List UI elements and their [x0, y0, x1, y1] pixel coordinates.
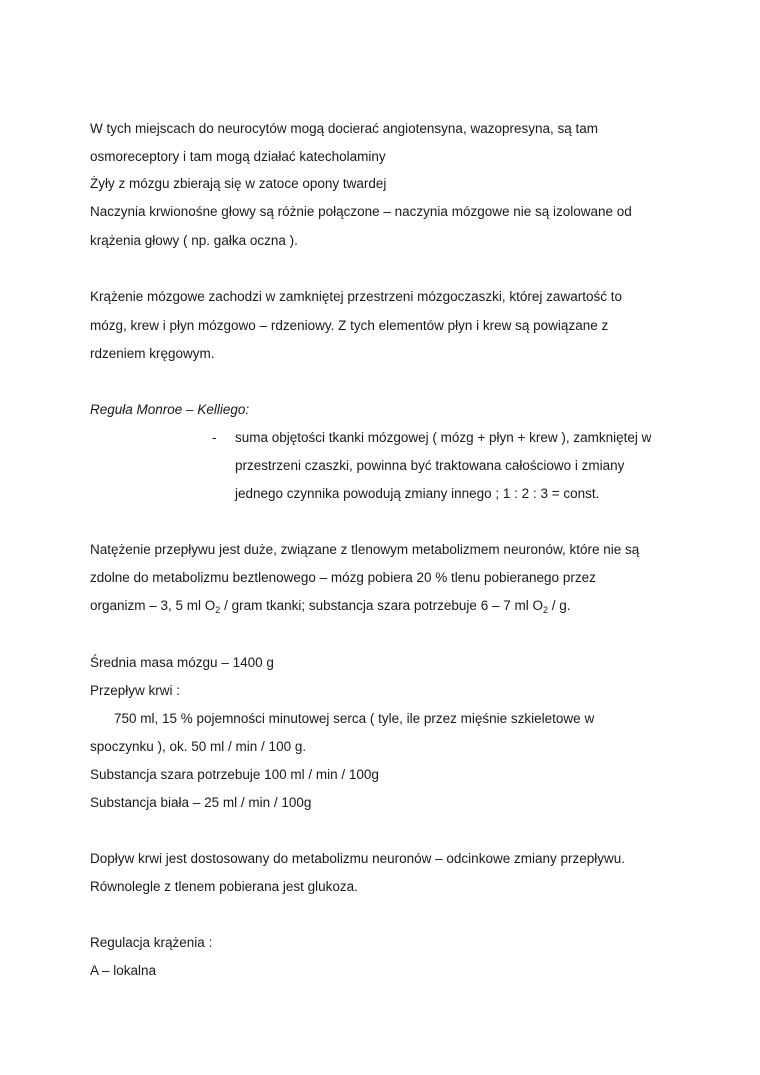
text-line: osmoreceptory i tam mogą działać katecholaminy: [90, 149, 386, 164]
subscript: 2: [542, 605, 548, 615]
text-line: Substancja szara potrzebuje 100 ml / min / 100g: [90, 767, 379, 782]
text-line: Naczynia krwionośne głowy są różnie połączone – naczynia mózgowe nie są izolowane od: [90, 204, 632, 219]
text-line: spoczynku ), ok. 50 ml / min / 100 g.: [90, 739, 307, 754]
text-segment: / gram tkanki; substancja szara potrzebuje 6 – 7 ml O: [220, 598, 543, 613]
text-line: Dopływ krwi jest dostosowany do metabolizmu neuronów – odcinkowe zmiany przepływu.: [90, 851, 625, 866]
rule-heading: Reguła Monroe – Kelliego:: [90, 402, 250, 417]
text-line: W tych miejscach do neurocytów mogą docierać angiotensyna, wazopresyna, są tam: [90, 121, 598, 136]
bullet-text-line: przestrzeni czaszki, powinna być traktowana całościowo i zmiany: [235, 458, 625, 473]
text-line: Żyły z mózgu zbierają się w zatoce opony twardej: [90, 176, 387, 191]
text-line: Równolegle z tlenem pobierana jest glukoza.: [90, 879, 358, 894]
bullet-marker: -: [212, 430, 217, 445]
text-line: Natężenie przepływu jest duże, związane z tlenowym metabolizmem neuronów, które nie są: [90, 542, 640, 557]
text-line: krążenia głowy ( np. gałka oczna ).: [90, 233, 298, 248]
text-line: Regulacja krążenia :: [90, 935, 213, 950]
text-segment: organizm – 3, 5 ml O: [90, 598, 216, 613]
text-line: A – lokalna: [90, 963, 157, 978]
bullet-text-line: suma objętości tkanki mózgowej ( mózg + płyn + krew ), zamkniętej w: [235, 430, 652, 445]
text-line-with-subscripts: [90, 597, 571, 615]
bullet-text-line: jednego czynnika powodują zmiany innego ; 1 : 2 : 3 = const.: [235, 486, 600, 501]
text-line: Przepływ krwi :: [90, 683, 181, 698]
text-line: rdzeniem kręgowym.: [90, 346, 215, 361]
indented-text-line: 750 ml, 15 % pojemności minutowej serca ( tyle, ile przez mięśnie szkieletowe w: [114, 711, 595, 726]
text-line: Średnia masa mózgu – 1400 g: [90, 655, 274, 670]
text-segment: / g.: [547, 598, 571, 613]
subscript: 2: [215, 605, 221, 615]
text-line: zdolne do metabolizmu beztlenowego – mózg pobiera 20 % tlenu pobieranego przez: [90, 570, 596, 585]
text-line: Krążenie mózgowe zachodzi w zamkniętej przestrzeni mózgoczaszki, której zawartość to: [90, 289, 622, 304]
text-line: mózg, krew i płyn mózgowo – rdzeniowy. Z tych elementów płyn i krew są powiązane z: [90, 318, 609, 333]
text-line: Substancja biała – 25 ml / min / 100g: [90, 795, 312, 810]
